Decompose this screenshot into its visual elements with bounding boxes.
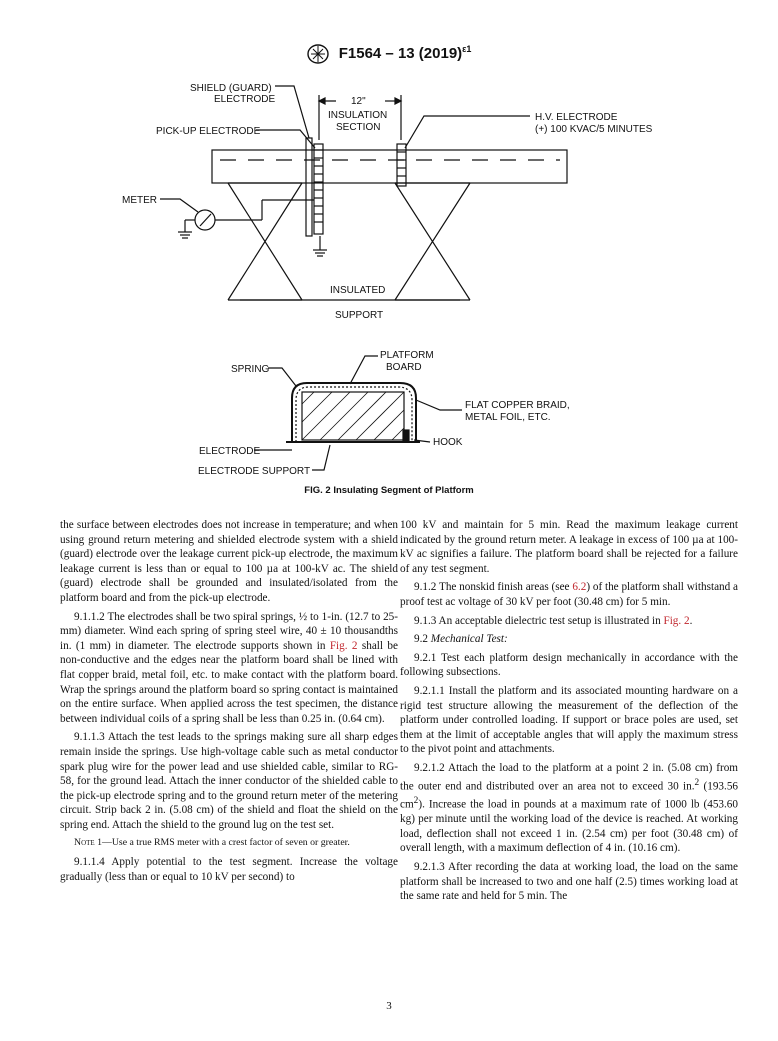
label-insulated: INSULATED bbox=[330, 285, 386, 296]
label-electrode-support: ELECTRODE SUPPORT bbox=[198, 466, 311, 477]
text: 9.2.1.2 Attach the load to the platform at a point 2 in. (5.08 cm) from the outer end and distributed over an area not to exceed 30 in. bbox=[400, 761, 738, 793]
paragraph: the surface between electrodes does not increase in temperature; and when using ground return metering and shielded electrode system with a shield (guard) electrode over the leakage current pick-up electrode, the maximum leakage current is less than or equal to 100 µa at 100-kV ac. The shield (guard) electrode shall be grounded and insulated/isolated from the platform board and from the pick-up electrode. bbox=[60, 519, 398, 604]
paragraph-9-1-2 bbox=[400, 580, 738, 609]
label-platform-2: BOARD bbox=[386, 362, 422, 373]
section-link[interactable]: 6.2 bbox=[572, 581, 587, 594]
paragraph-9-2-1-2 bbox=[400, 761, 738, 856]
label-support: SUPPORT bbox=[335, 310, 384, 321]
epsilon-superscript: ε1 bbox=[462, 44, 472, 54]
right-support bbox=[395, 183, 470, 300]
figure-link[interactable]: Fig. 2 bbox=[329, 639, 358, 652]
label-spring: SPRING bbox=[231, 364, 270, 375]
note-text: —Use a true RMS meter with a crest factor of seven or greater. bbox=[102, 837, 350, 849]
label-shield-2: ELECTRODE bbox=[214, 94, 276, 105]
text: 9.1.2 The nonskid finish areas (see bbox=[414, 581, 573, 594]
label-insulation-2: SECTION bbox=[336, 122, 381, 133]
label-insulation-1: INSULATION bbox=[328, 110, 388, 121]
figure-link[interactable]: Fig. 2 bbox=[663, 614, 690, 627]
label-dimension: 12" bbox=[351, 96, 366, 107]
paragraph-9-2-1: 9.2.1 Test each platform design mechanically in accordance with the following subsections. bbox=[400, 651, 738, 679]
superscript: 2 bbox=[413, 795, 419, 806]
designation: F1564 – 13 (2019) bbox=[338, 45, 463, 62]
paragraph-9-1-1-2 bbox=[60, 610, 398, 727]
text: (193.56 cm bbox=[400, 780, 739, 811]
section-9-2-heading bbox=[400, 632, 738, 647]
paragraph-9-1-1-3: 9.1.1.3 Attach the test leads to the springs making sure all sharp edges remain inside the springs. Use high-voltage cable such as metal conductor spark plug wire for the power lead and use shielded cable, similar to RG-58, for the ground lead. Attach the inner conductor of the shielded cable to the pick-up electrode spring and to the ground return meter of the metering circuit. Strip back 2 in. (5.08 cm) of the shield and float the shield on the spring end. Attach the shield to the ground lug on the test set. bbox=[60, 731, 398, 831]
paragraph-9-2-1-1: 9.2.1.1 Install the platform and its associated mounting hardware on a rigid test structure allowing the measurement of the deflection of the platform under controlled loading. If support or brace poles are used, set them at the limit of acceptable angles that will apply the maximum stress to the pivot point and attachments. bbox=[400, 684, 738, 756]
label-platform-1: PLATFORM bbox=[380, 350, 434, 361]
label-hook: HOOK bbox=[433, 437, 463, 448]
paragraph-9-1-1-4: 9.1.1.4 Apply potential to the test segment. Increase the voltage gradually (less than or equal to 10 kV per second) to bbox=[60, 856, 398, 883]
platform-board bbox=[212, 150, 567, 183]
left-column bbox=[60, 518, 398, 888]
label-hv-2: (+) 100 KVAC/5 MINUTES bbox=[535, 124, 653, 135]
label-braid-1: FLAT COPPER BRAID, bbox=[465, 400, 570, 411]
note-1 bbox=[60, 836, 398, 851]
text: shall be non-conductive and the edges near the platform board shall be lined with flat copper braid, metal foil, etc. to make contact with the platform board. Wrap the springs around the platform board so spring contact is maintained on the entire surface. When applied across the test specimen, the distance between individual coils of a spring shall be less than 0.25 in. (0.64 cm). bbox=[60, 639, 398, 725]
label-shield-1: SHIELD (GUARD) bbox=[190, 83, 272, 94]
paragraph-9-1-3 bbox=[400, 614, 738, 629]
figure-2-diagram bbox=[0, 0, 778, 480]
figure-caption: FIG. 2 Insulating Segment of Platform bbox=[304, 485, 474, 496]
shield-electrode bbox=[306, 138, 312, 236]
section-number: 9.2 bbox=[414, 633, 431, 646]
text: ) of the platform shall withstand a proof test ac voltage of 30 kV per foot (30.48 cm) for 5 min. bbox=[400, 581, 738, 608]
text: . bbox=[689, 614, 693, 627]
paragraph: 100 kV and maintain for 5 min. Read the maximum leakage current indicated by the ground return meter. A leakage in excess of 100 µa at 100-kV ac signifies a failure. The platform board shall be rejected for a failure of any test segment. bbox=[400, 519, 738, 575]
text: ). Increase the load in pounds at a maximum rate of 1000 lb (453.60 kg) per minute until the working load of the device is reached. At working load, deflection shall not exceed 1 in. (2.54 cm) per foot (30.48 cm) of overall length, with a maximum deflection of 4 in. (10.16 cm). bbox=[400, 798, 738, 855]
cross-section-board bbox=[302, 392, 404, 440]
label-meter: METER bbox=[122, 195, 157, 206]
paragraph-9-2-1-3: 9.2.1.3 After recording the data at working load, the load on the same platform shall be increased to two and one half (2.5) times working load at the same rate and held for 5 min. The bbox=[400, 860, 738, 903]
page-number: 3 bbox=[386, 1000, 392, 1012]
label-pickup: PICK-UP ELECTRODE bbox=[156, 126, 261, 137]
section-title: Mechanical Test: bbox=[430, 633, 508, 646]
note-label: Note 1 bbox=[74, 837, 103, 849]
text: 9.1.1.2 The electrodes shall be two spiral springs, ½ to 1-in. (12.7 to 25-mm) diameter. Wind each spring of spring steel wire, 40 ± 10 thousandths in. (1 mm) in diameter. The electrode supports shown in bbox=[60, 610, 398, 652]
label-hv-1: H.V. ELECTRODE bbox=[535, 112, 618, 123]
text: 9.1.3 An acceptable dielectric test setup is illustrated in bbox=[414, 614, 664, 627]
label-braid-2: METAL FOIL, ETC. bbox=[465, 412, 551, 423]
superscript: 2 bbox=[694, 777, 700, 788]
right-column bbox=[400, 518, 738, 908]
label-electrode: ELECTRODE bbox=[199, 446, 261, 457]
